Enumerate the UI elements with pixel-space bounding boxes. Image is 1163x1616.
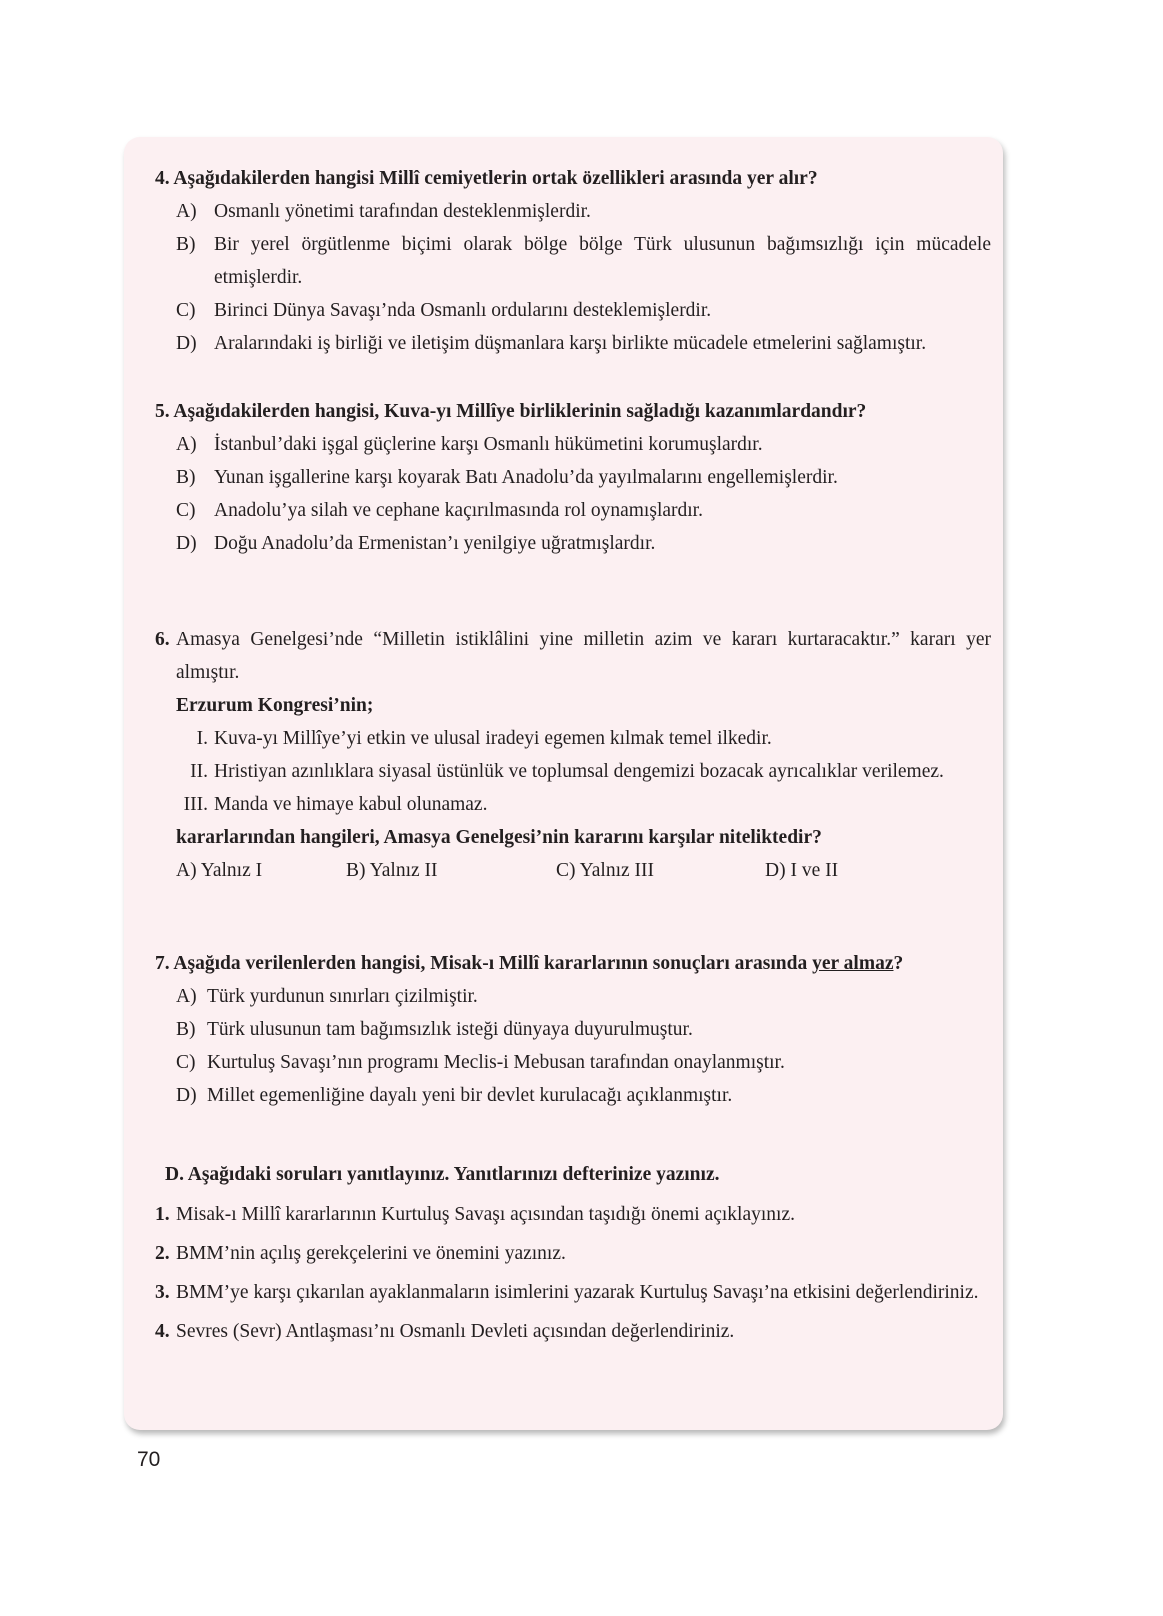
- statement-ii: [155, 755, 991, 788]
- question-6-choices: [155, 854, 991, 887]
- option-text: Osmanlı yönetimi tarafından desteklenmişlerdir.: [214, 201, 591, 222]
- option-b: [155, 1013, 991, 1046]
- question-5: [155, 395, 991, 560]
- option-c: [155, 494, 991, 527]
- option-text: Millet egemenliğine dayalı yeni bir devlet kurulacağı açıklanmıştır.: [207, 1085, 733, 1106]
- option-label: C): [176, 300, 196, 321]
- option-label: D): [176, 533, 197, 554]
- question-text-underlined: yer almaz: [812, 953, 894, 974]
- choice-c: C) Yalnız III: [556, 860, 655, 881]
- question-number: 6.: [155, 629, 170, 650]
- choice-d: D) I ve II: [765, 860, 839, 881]
- open-question-1: [155, 1198, 991, 1231]
- option-label: B): [176, 467, 196, 488]
- question-6-text: kararlarından hangileri, Amasya Genelgesi’nin kararını karşılar niteliktedir?: [176, 827, 822, 848]
- question-text-start: 7. Aşağıda verilenlerden hangisi, Misak-ı Millî kararlarının sonuçları arasında: [155, 953, 813, 974]
- question-6-subject: Erzurum Kongresi’nin;: [176, 695, 374, 716]
- option-text: Türk yurdunun sınırları çizilmiştir.: [207, 986, 478, 1007]
- question-7: [155, 947, 991, 1112]
- option-label: A): [176, 201, 197, 222]
- option-text: Kurtuluş Savaşı’nın programı Meclis-i Mebusan tarafından onaylanmıştır.: [207, 1052, 785, 1073]
- option-label: D): [176, 1085, 197, 1106]
- section-d-items: [155, 1198, 991, 1348]
- item-number: 2.: [155, 1243, 170, 1264]
- choice-a: A) Yalnız I: [176, 860, 263, 881]
- question-mark: ?: [893, 953, 904, 974]
- statement-iii: [155, 788, 991, 821]
- item-text: Misak-ı Millî kararlarının Kurtuluş Savaşı açısından taşıdığı önemi açıklayınız.: [176, 1204, 795, 1225]
- open-question-4: [155, 1315, 991, 1348]
- statement-text: Kuva-yı Millîye’yi etkin ve ulusal iradeyi egemen kılmak temel ilkedir.: [214, 728, 772, 749]
- statement-label: I.: [196, 728, 208, 749]
- choice-b: B) Yalnız II: [346, 860, 438, 881]
- option-label: A): [176, 434, 197, 455]
- option-a: [155, 980, 991, 1013]
- intro-text: Amasya Genelgesi’nde “Milletin istiklâlini yine milletin azim ve kararı kurtaracaktır.” kararı yer almıştır.: [176, 629, 991, 683]
- item-text: BMM’ye karşı çıkarılan ayaklanmaların isimlerini yazarak Kurtuluş Savaşı’na etkisini değerlendiriniz.: [176, 1282, 979, 1303]
- option-label: A): [176, 986, 197, 1007]
- option-a: [155, 428, 991, 461]
- option-d: [155, 327, 991, 360]
- statement-i: [155, 722, 991, 755]
- option-text: Yunan işgallerine karşı koyarak Batı Anadolu’da yayılmalarını engellemişlerdir.: [214, 467, 838, 488]
- question-7-text: [155, 947, 991, 980]
- question-4: [155, 162, 991, 360]
- question-5-text: 5. Aşağıdakilerden hangisi, Kuva-yı Millîye birliklerinin sağladığı kazanımlardandır?: [155, 401, 867, 422]
- question-6-intro: [155, 623, 991, 689]
- section-d-heading: [165, 1158, 991, 1191]
- option-text: İstanbul’daki işgal güçlerine karşı Osmanlı hükümetini korumuşlardır.: [214, 434, 763, 455]
- option-text: Bir yerel örgütlenme biçimi olarak bölge bölge Türk ulusunun bağımsızlığı için mücadele etmişlerdir.: [214, 234, 991, 288]
- page-number: 70: [137, 1448, 161, 1471]
- option-c: [155, 1046, 991, 1079]
- option-label: B): [176, 234, 196, 255]
- option-d: [155, 1079, 991, 1112]
- statement-label: III.: [183, 794, 208, 815]
- option-b: [155, 461, 991, 494]
- item-number: 4.: [155, 1321, 170, 1342]
- option-text: Birinci Dünya Savaşı’nda Osmanlı ordularını desteklemişlerdir.: [214, 300, 712, 321]
- option-text: Doğu Anadolu’da Ermenistan’ı yenilgiye uğratmışlardır.: [214, 533, 656, 554]
- section-heading: D. Aşağıdaki soruları yanıtlayınız. Yanıtlarınızı defterinize yazınız.: [165, 1164, 720, 1185]
- option-label: C): [176, 500, 196, 521]
- open-question-2: [155, 1237, 991, 1270]
- item-text: Sevres (Sevr) Antlaşması’nı Osmanlı Devleti açısından değerlendiriniz.: [176, 1321, 735, 1342]
- item-number: 1.: [155, 1204, 170, 1225]
- statement-text: Manda ve himaye kabul olunamaz.: [214, 794, 488, 815]
- option-text: Anadolu’ya silah ve cephane kaçırılmasında rol oynamışlardır.: [214, 500, 703, 521]
- option-a: [155, 195, 991, 228]
- option-d: [155, 527, 991, 560]
- option-c: [155, 294, 991, 327]
- option-text: Türk ulusunun tam bağımsızlık isteği dünyaya duyurulmuştur.: [207, 1019, 693, 1040]
- option-label: B): [176, 1019, 196, 1040]
- open-question-3: [155, 1276, 991, 1309]
- question-4-text: 4. Aşağıdakilerden hangisi Millî cemiyetlerin ortak özellikleri arasında yer alır?: [155, 168, 818, 189]
- item-text: BMM’nin açılış gerekçelerini ve önemini yazınız.: [176, 1243, 566, 1264]
- question-6: [155, 623, 991, 887]
- item-number: 3.: [155, 1282, 170, 1303]
- option-label: D): [176, 333, 197, 354]
- statement-label: II.: [190, 761, 208, 782]
- option-label: C): [176, 1052, 196, 1073]
- statement-text: Hristiyan azınlıklara siyasal üstünlük ve toplumsal dengemizi bozacak ayrıcalıklar verilemez.: [214, 761, 944, 782]
- option-text: Aralarındaki iş birliği ve iletişim düşmanlara karşı birlikte mücadele etmelerini sağlamıştır.: [214, 333, 927, 354]
- option-b: [155, 228, 991, 294]
